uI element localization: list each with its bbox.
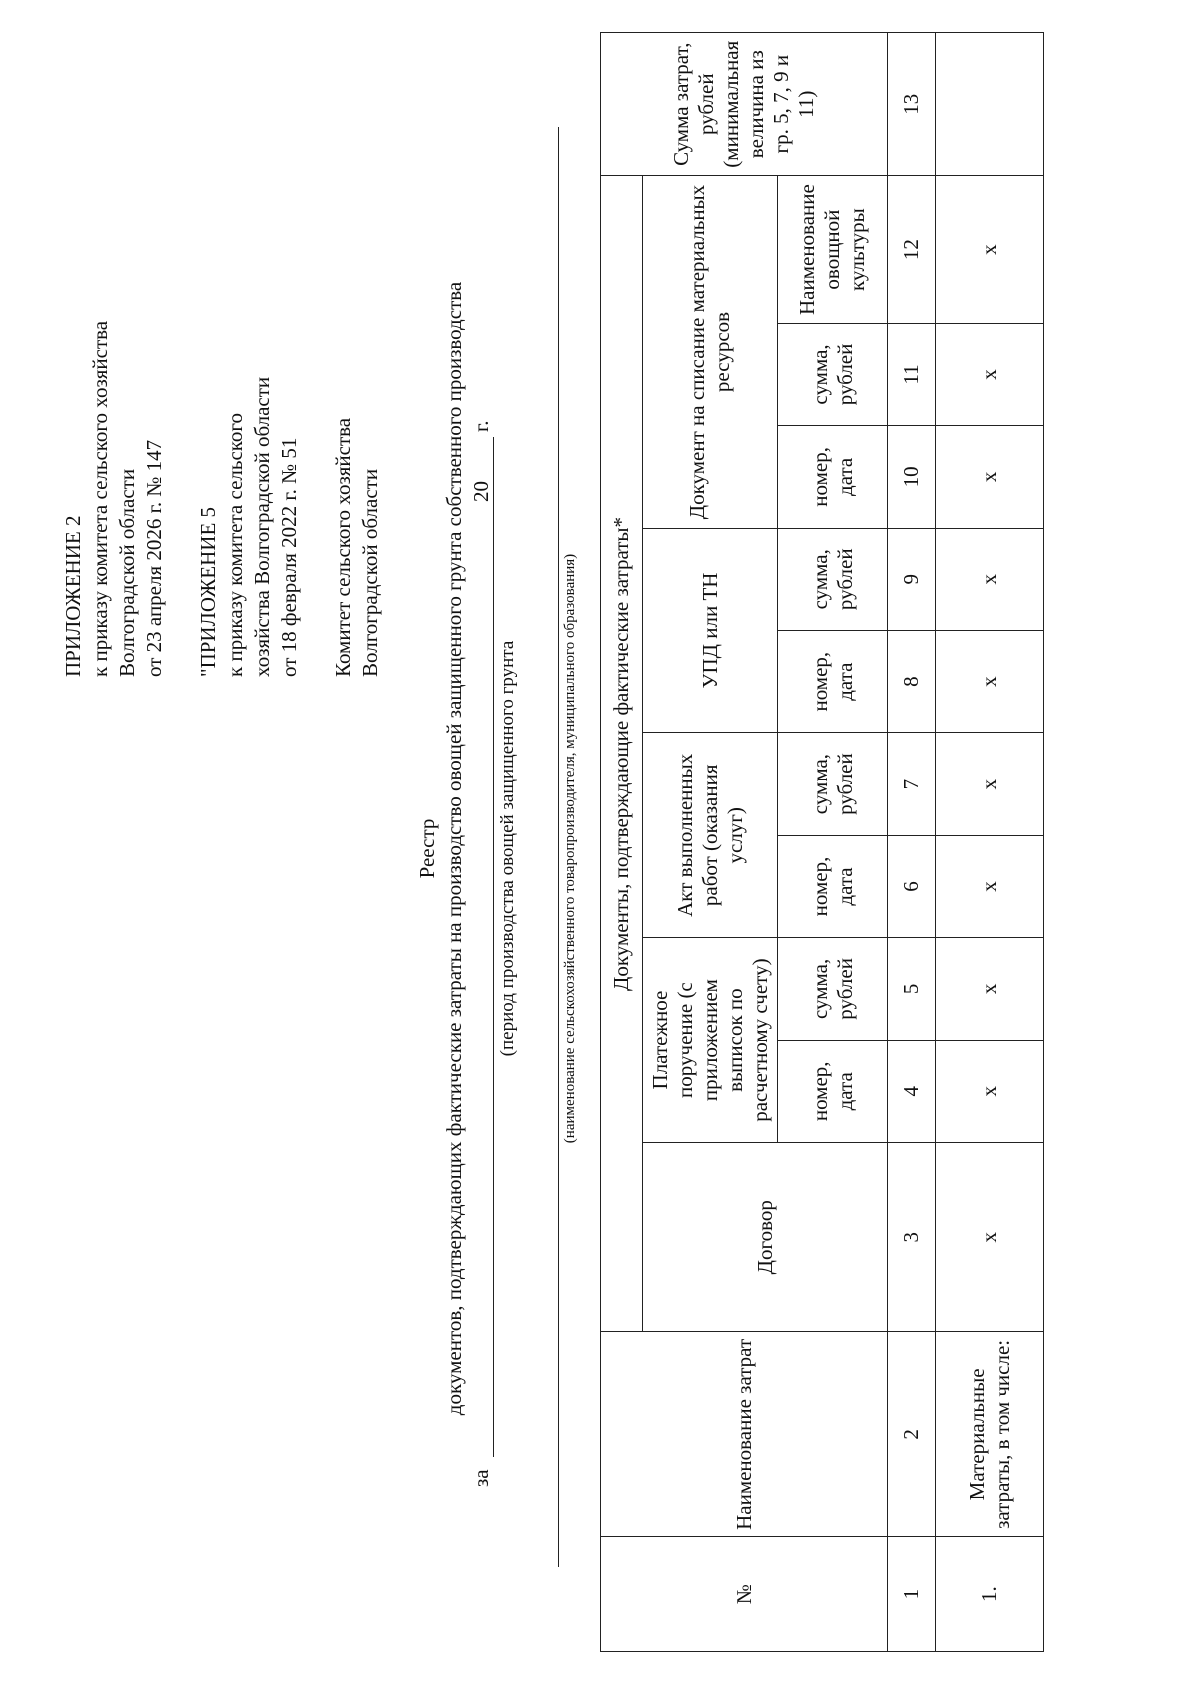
appendix-line: от 23 апреля 2026 г. № 147: [142, 439, 166, 677]
row-cost-name: Материальные затраты, в том числе:: [936, 1332, 1044, 1537]
column-number: 1: [888, 1537, 936, 1652]
subheader-sum: сумма, рублей: [778, 938, 888, 1040]
header-contract: Договор: [643, 1143, 888, 1332]
period-row: [469, 0, 497, 1697]
column-number: 3: [888, 1143, 936, 1332]
table-cell: x: [936, 528, 1044, 630]
row-number: 1.: [936, 1537, 1044, 1652]
table-cell: x: [936, 733, 1044, 835]
column-number: 11: [888, 323, 936, 425]
column-number: 7: [888, 733, 936, 835]
appendix-line: хозяйства Волгоградской области: [250, 376, 274, 677]
appendix-line: Комитет сельского хозяйства: [331, 417, 355, 677]
appendix-line: к приказу комитета сельского хозяйства: [88, 320, 112, 677]
subheader-number-date: номер, дата: [778, 630, 888, 732]
column-number: 12: [888, 176, 936, 323]
document-subtitle: документов, подтверждающих фактические затраты на производство овощей защищенного грунта собственного производства: [442, 281, 466, 1416]
table-cell: x: [936, 835, 1044, 937]
subheader-number-date: номер, дата: [778, 1040, 888, 1142]
table-row: [936, 33, 1044, 1652]
header-sum: Сумма затрат, рублей (минимальная величина из гр. 5, 7, 9 и 11): [601, 33, 888, 176]
header-upd: УПД или ТН: [643, 528, 778, 733]
column-number: 10: [888, 426, 936, 528]
registry-table: [600, 32, 1044, 1652]
appendix-header: [60, 37, 384, 677]
appendix-line: Волгоградской области: [358, 468, 382, 677]
org-caption: (наименование сельскохозяйственного товаропроизводителя, муниципального образования): [562, 553, 578, 1144]
subheader-number-date: номер, дата: [778, 835, 888, 937]
table-cell: x: [936, 323, 1044, 425]
table-cell: x: [936, 630, 1044, 732]
period-caption: (период производства овощей защищенного грунта: [497, 640, 518, 1057]
appendix-line: ПРИЛОЖЕНИЕ 2: [61, 515, 85, 677]
column-number: 13: [888, 33, 936, 176]
year-suffix: г.: [469, 420, 493, 432]
appendix-line: от 18 февраля 2022 г. № 51: [277, 437, 301, 677]
table-cell: x: [936, 426, 1044, 528]
subheader-sum: сумма, рублей: [778, 733, 888, 835]
year-blank-line: [493, 437, 494, 471]
subheader-sum: сумма, рублей: [778, 323, 888, 425]
column-number-row: [888, 33, 936, 1652]
org-blank-line: [558, 127, 559, 1567]
column-number: 6: [888, 835, 936, 937]
appendix-line: "ПРИЛОЖЕНИЕ 5: [196, 506, 220, 677]
column-number: 9: [888, 528, 936, 630]
header-payment-order: Платежное поручение (с приложением выписок по расчетному счету): [643, 938, 778, 1143]
header-cost-name: Наименование затрат: [601, 1332, 888, 1537]
column-number: 4: [888, 1040, 936, 1142]
header-documents: Документы, подтверждающие фактические затраты*: [601, 176, 643, 1332]
column-number: 2: [888, 1332, 936, 1537]
table-cell: x: [936, 1143, 1044, 1332]
appendix-line: Волгоградской области: [115, 468, 139, 677]
header-number: №: [601, 1537, 888, 1652]
appendix-line: к приказу комитета сельского: [223, 412, 247, 677]
subheader-number-date: номер, дата: [778, 426, 888, 528]
header-act: Акт выполненных работ (оказания услуг): [643, 733, 778, 938]
table-cell: x: [936, 1040, 1044, 1142]
table-cell: x: [936, 176, 1044, 323]
year-prefix: 20: [469, 481, 493, 502]
subheader-crop-name: Наименование овощной культуры: [778, 176, 888, 323]
table-cell: x: [936, 938, 1044, 1040]
header-writeoff: Документ на списание материальных ресурсов: [643, 176, 778, 528]
subheader-sum: сумма, рублей: [778, 528, 888, 630]
column-number: 5: [888, 938, 936, 1040]
period-blank-line: [493, 467, 494, 1457]
za-label: за: [469, 1469, 493, 1487]
table-cell: [936, 33, 1044, 176]
document-title: Реестр: [415, 818, 439, 879]
column-number: 8: [888, 630, 936, 732]
